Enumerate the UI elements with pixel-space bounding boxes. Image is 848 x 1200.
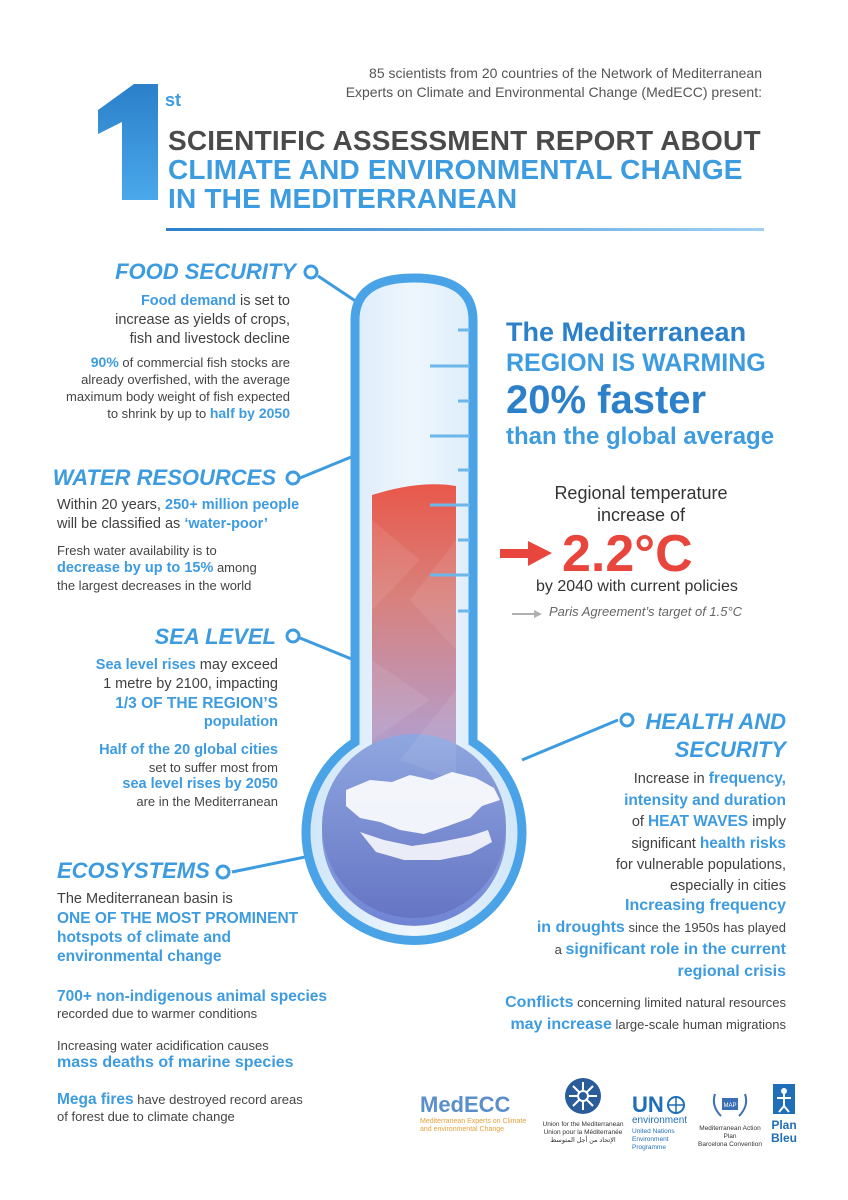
paris-target-note: Paris Agreement’s target of 1.5°C: [549, 604, 743, 619]
eco-paragraph-2: 700+ non-indigenous animal species recorded due to warmer conditions: [57, 988, 328, 1021]
ordinal-suffix: st: [165, 90, 182, 110]
warming-headline: [506, 316, 796, 452]
water-paragraph-2: Fresh water availability is to decrease by up to 15% among the largest decreases in the world: [57, 543, 257, 593]
warming-line-1: The Mediterranean: [506, 317, 747, 347]
arrow-right-icon: [500, 541, 552, 566]
title-line-1: SCIENTIFIC ASSESSMENT REPORT ABOUT: [168, 125, 761, 156]
un-environment-logo: UN environment United Nations Environment Programme: [632, 1092, 688, 1151]
warming-line-3: 20% faster: [506, 378, 707, 422]
title-line-3: IN THE MEDITERRANEAN: [168, 183, 518, 214]
eco-paragraph-4: Mega fires have destroyed record areas of forest due to climate change: [57, 1091, 303, 1124]
warming-line-4: than the global average: [506, 423, 775, 450]
health-paragraph-3: Conflicts concerning limited natural resources may increase large-scale human migrations: [505, 994, 786, 1033]
health-paragraph-2: Increasing frequency in droughts since the 1950s has played a significant role in the current regional crisis: [536, 897, 786, 980]
food-paragraph-1: Food demand is set to increase as yields of crops, fish and livestock decline: [115, 293, 290, 347]
temperature-label: Regional temperature increase of: [554, 483, 728, 525]
ecosystems-heading: ECOSYSTEMS: [57, 858, 210, 883]
svg-text:MAP: MAP: [723, 1103, 737, 1109]
water-resources-heading: WATER RESOURCES: [52, 465, 276, 490]
intro-line-1: 85 scientists from 20 countries of the Network of Mediterranean: [369, 65, 762, 81]
health-security-heading: HEALTH AND SECURITY: [645, 709, 786, 762]
medecc-logo: MedECC Mediterranean Experts on Climate and environmental Change: [420, 1092, 527, 1133]
map-laurel-icon: [709, 1090, 751, 1120]
un-globe-icon: [666, 1095, 686, 1115]
ufm-emblem-icon: [563, 1076, 603, 1116]
ufm-logo: Union for the Mediterranean Union pour la Méditerranée الإتحاد من أجل المتوسط: [540, 1076, 626, 1145]
food-security-heading: FOOD SECURITY: [115, 259, 296, 284]
plan-bleu-figure-icon: [773, 1084, 795, 1114]
eco-paragraph-3: Increasing water acidification causes mass deaths of marine species: [57, 1038, 294, 1071]
warming-line-2: REGION IS WARMING: [506, 349, 766, 377]
food-paragraph-2: 90% of commercial fish stocks are already overfished, with the average maximum body weight of fish expected to shrink by up to half by 2050: [66, 354, 290, 421]
map-barcelona-logo: MAP Mediterranean Action Plan Barcelona Convention: [694, 1090, 766, 1149]
intro-line-2: Experts on Climate and Environmental Change (MedECC) present:: [345, 84, 762, 100]
eco-paragraph-1: The Mediterranean basin is ONE OF THE MOST PROMINENT hotspots of climate and environmental change: [57, 891, 299, 965]
sea-level-heading: SEA LEVEL: [154, 624, 276, 649]
plan-bleu-logo: Plan Bleu: [764, 1084, 804, 1145]
temperature-value: 2.2°C: [562, 525, 693, 583]
health-paragraph-1: Increase in frequency, intensity and duration of HEAT WAVES imply significant health risks for vulnerable populations, especially in cities: [615, 770, 786, 894]
sea-paragraph-1: Sea level rises may exceed 1 metre by 2100, impacting 1/3 OF THE REGION’S population: [95, 657, 278, 730]
sea-paragraph-2: Half of the 20 global cities set to suffer most from sea level rises by 2050 are in the Mediterranean: [99, 742, 278, 809]
temperature-timeframe: by 2040 with current policies: [536, 578, 738, 595]
title-line-2: CLIMATE AND ENVIRONMENTAL CHANGE: [168, 154, 743, 185]
small-arrow-icon: [512, 610, 542, 618]
water-paragraph-1: Within 20 years, 250+ million people will be classified as ‘water-poor’: [57, 497, 300, 532]
